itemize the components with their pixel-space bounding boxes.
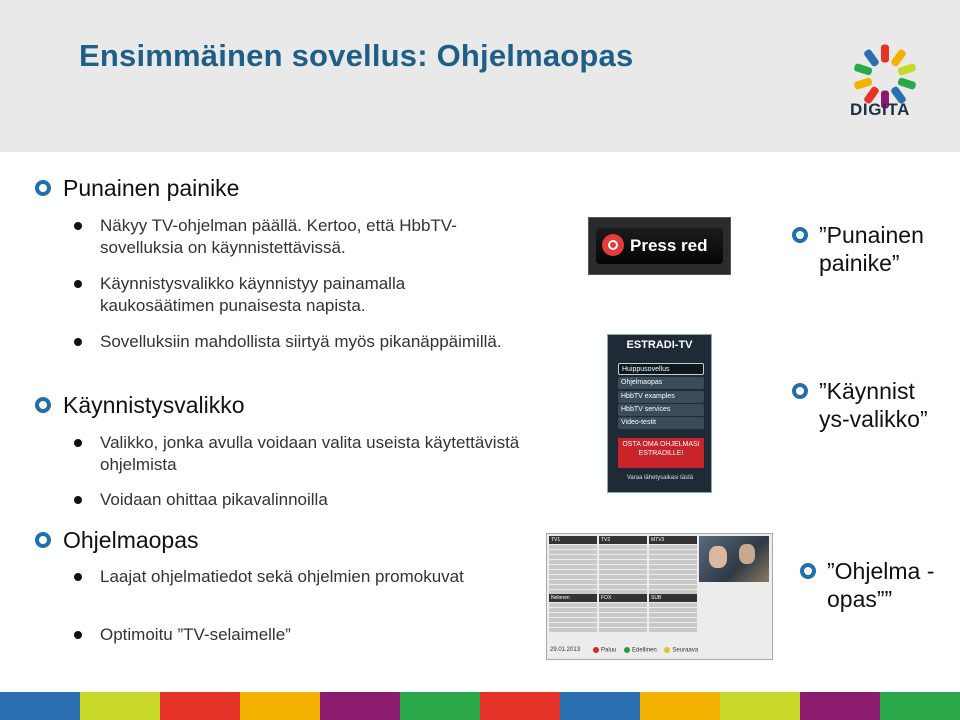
bullet-dot-icon: [74, 631, 82, 639]
bullet-icon: [792, 383, 808, 399]
epg-promo-image: [699, 536, 769, 582]
list-item: Näkyy TV-ohjelman päällä. Kertoo, että HbbTV-sovelluksia on käynnistettävissä.: [100, 216, 457, 257]
start-menu-item: Ohjelmaopas: [618, 377, 704, 389]
epg-date: 29.01.2013: [550, 647, 581, 653]
epg-channel: FOX: [599, 594, 647, 602]
start-menu-note: Varaa lähetysaikasi tästä: [626, 475, 694, 481]
section-heading: Ohjelmaopas: [63, 527, 199, 553]
record-button-icon: [602, 234, 624, 256]
epg-channel: MTV3: [649, 536, 697, 544]
start-menu-item: HbbTV examples: [618, 391, 704, 403]
bullet-dot-icon: [74, 338, 82, 346]
start-menu-item: Huippusovellus: [618, 363, 704, 375]
epg-channel: Nelonen: [549, 594, 597, 602]
caption-press-red: ”Punainen painike”: [819, 222, 924, 276]
bullet-icon: [35, 532, 51, 548]
list-item: Käynnistysvalikko käynnistyy painamalla kaukosäätimen punaisesta napista.: [100, 274, 406, 315]
epg-screenshot: [546, 533, 773, 660]
page-title: Ensimmäinen sovellus: Ohjelmaopas: [79, 38, 634, 73]
list-item: Voidaan ohittaa pikavalinnoilla: [100, 490, 328, 509]
press-red-label: Press red: [630, 236, 708, 255]
epg-channel: TV2: [599, 536, 647, 544]
green-button-icon: [624, 647, 630, 653]
yellow-button-icon: [664, 647, 670, 653]
bullet-dot-icon: [74, 573, 82, 581]
epg-button-label: Seuraava: [672, 647, 699, 654]
bullet-icon: [800, 563, 816, 579]
start-menu-item: Video-testit: [618, 417, 704, 429]
bullet-dot-icon: [74, 496, 82, 504]
epg-button-bar: [587, 647, 698, 654]
press-red-banner: [596, 228, 723, 264]
bullet-dot-icon: [74, 280, 82, 288]
list-item: Valikko, jonka avulla voidaan valita useista käytettävistä ohjelmista: [100, 433, 520, 474]
start-menu-promo: OSTA OMA OHJELMASI ESTRADILLE!: [618, 438, 704, 468]
epg-button-label: Edellinen: [632, 647, 657, 654]
caption-start-menu: ”Käynnist ys-valikko”: [819, 378, 928, 432]
press-red-screenshot: [588, 217, 731, 275]
epg-channel: TV1: [549, 536, 597, 544]
section-heading: Punainen painike: [63, 175, 240, 201]
section-heading: Käynnistysvalikko: [63, 392, 245, 418]
start-menu-screenshot: [607, 334, 712, 493]
title-band: [0, 0, 960, 152]
logo-text: DIGITA: [850, 100, 910, 119]
caption-epg: ”Ohjelma -opas””: [827, 558, 935, 612]
list-item: Sovelluksiin mahdollista siirtyä myös pikanäppäimillä.: [100, 332, 502, 351]
bullet-dot-icon: [74, 222, 82, 230]
list-item: Laajat ohjelmatiedot sekä ohjelmien promokuvat: [100, 567, 464, 586]
bullet-icon: [792, 227, 808, 243]
bullet-icon: [35, 397, 51, 413]
red-button-icon: [593, 647, 599, 653]
bullet-icon: [35, 180, 51, 196]
start-menu-title: ESTRADI-TV: [626, 339, 693, 351]
list-item: Optimoitu ”TV-selaimelle”: [100, 625, 291, 644]
epg-channel: SUB: [649, 594, 697, 602]
color-strip: [0, 692, 960, 720]
bullet-dot-icon: [74, 439, 82, 447]
epg-button-label: Paluu: [601, 647, 617, 654]
start-menu-item: HbbTV services: [618, 404, 704, 416]
